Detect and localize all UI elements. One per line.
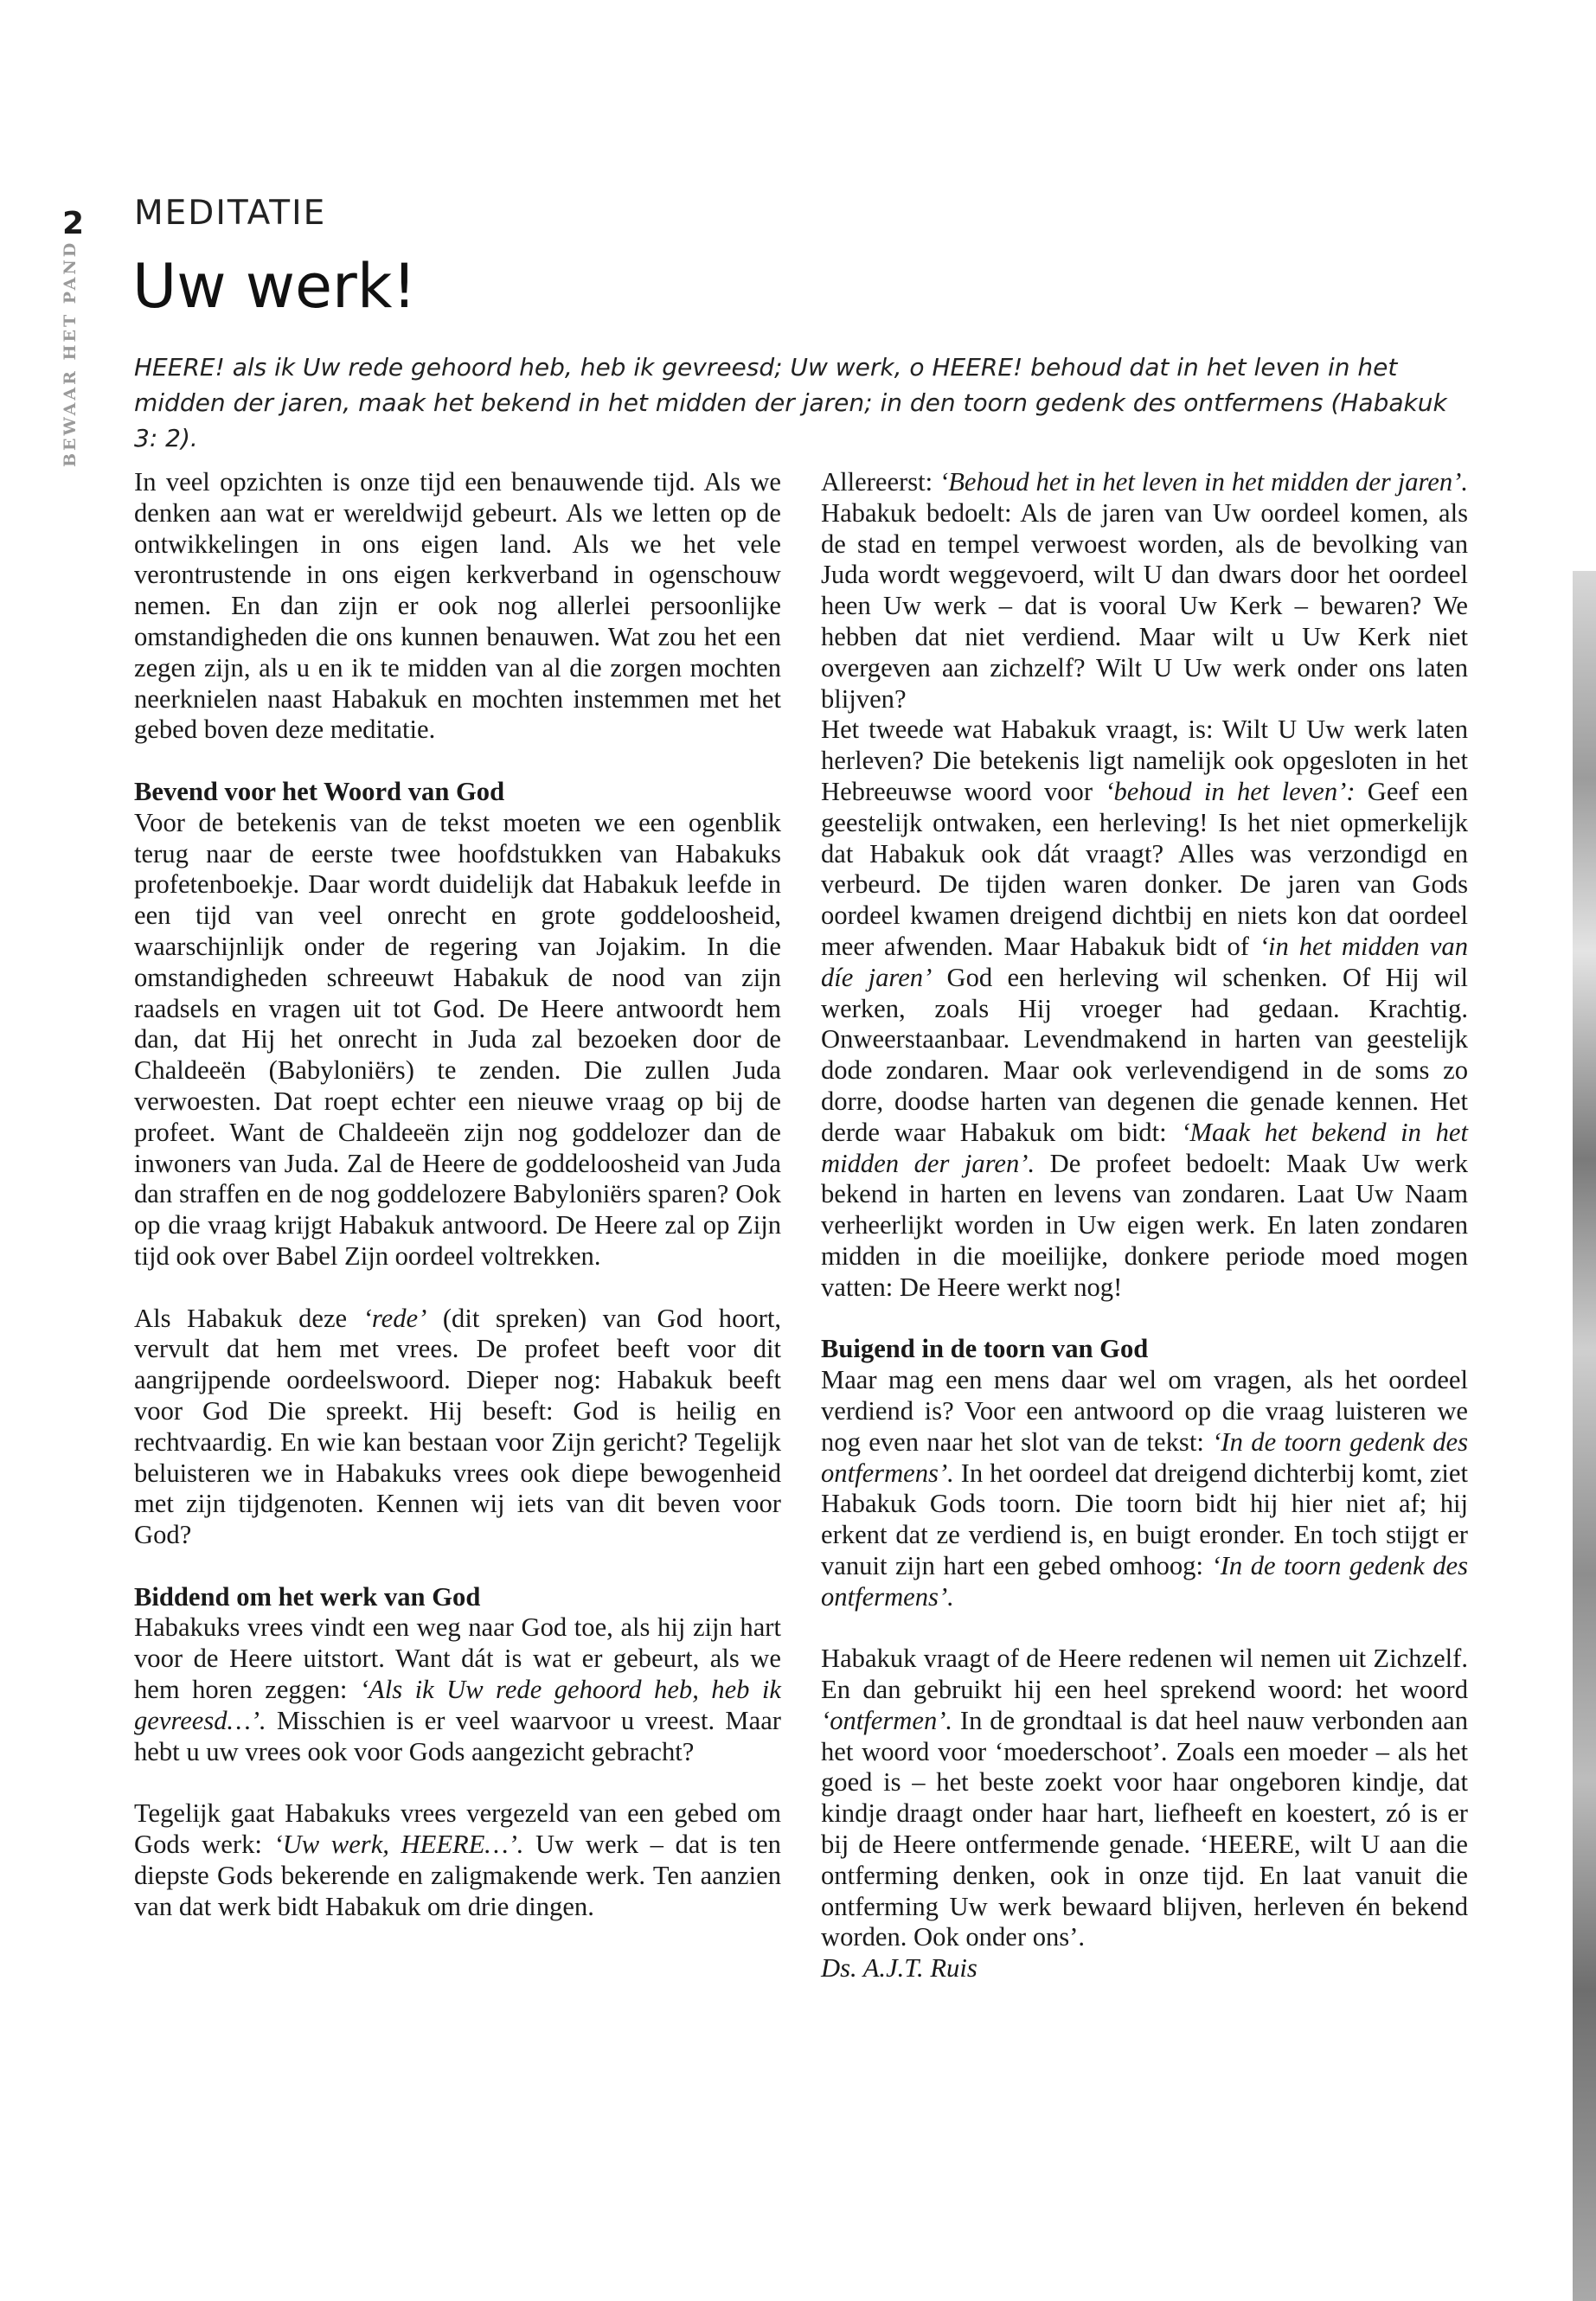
left-column (134, 467, 781, 1922)
photo-edge-image (1573, 571, 1596, 2301)
subheading-buigend: Buigend in de toorn van God (821, 1334, 1149, 1364)
paragraph: Voor de betekenis van de tekst moeten we een ogenblik terug naar de eerste twee hoofdstukken van Habakuks profetenboekje. Daar wordt duidelijk dat Habakuk leefde in een tijd van veel onrecht en grote goddeloosheid, waarschijnlijk onder de regering van Jojakim. In die omstandigheden schreeuwt Habakuk de nood van zijn raadsels en vragen uit tot God. De Heere antwoordt hem dan, dat Hij het onrecht in Juda zal bezoeken door de Chaldeeën (Babyloniërs) te zenden. Die zullen Juda verwoesten. Dat roept echter een nieuwe vraag op bij de profeet. Want de Chaldeeën zijn nog goddelozer dan de inwoners van Juda. Zal de Heere de goddeloosheid van Juda dan straffen en de nog goddelozere Babyloniërs sparen? Ook op die vraag krijgt Habakuk antwoord. De Heere zal op Zijn tijd ook over Babel Zijn oordeel voltrekken. (134, 807, 781, 1271)
article-title: Uw werk! (132, 251, 417, 322)
page-number: 2 (62, 206, 85, 241)
author-signature: Ds. A.J.T. Ruis (821, 1953, 977, 1984)
paragraph: Tegelijk gaat Habakuks vrees vergezeld van een gebed om Gods werk: ‘Uw werk, HEERE…’. Uw werk – dat is ten diepste Gods bekerende en zaligmakende werk. Ten aanzien van dat werk bidt Habakuk om drie dingen. (134, 1798, 781, 1921)
paragraph: Als Habakuk deze ‘rede’ (dit spreken) van God hoort, vervult dat hem met vrees. De profeet beeft voor dit aangrijpende oordeelswoord. Dieper nog: Habakuk beeft voor God Die spreekt. Hij beseft: God is heilig en rechtvaardig. En wie kan bestaan voor Zijn gericht? Tegelijk beluisteren we in Habakuks vrees ook diepe bewogenheid met zijn tijdgenoten. Kennen wij iets van dit beven voor God? (134, 1303, 781, 1550)
right-column (821, 467, 1468, 1984)
paragraph: Habakuks vrees vindt een weg naar God toe, als hij zijn hart voor de Heere uitstort. Want dát is wat er gebeurt, als we hem horen zeggen: ‘Als ik Uw rede gehoord heb, heb ik gevreesd…’. Misschien is er veel waarvoor u vreest. Maar hebt u uw vrees ook voor Gods aangezicht gebracht? (134, 1612, 782, 1766)
paragraph: Allereerst: ‘Behoud het in het leven in het midden der jaren’. Habakuk bedoelt: Als de jaren van Uw oordeel komen, als de stad en tempel verwoest worden, als de bevolking van Juda wordt weggevoerd, wilt U dan dwars door het oordeel heen Uw werk – dat is vooral Uw Kerk – bewaren? We hebben dat niet verdiend. Maar wilt u Uw Kerk niet overgeven aan zichzelf? Wilt U Uw werk onder ons laten blijven? (821, 467, 1468, 714)
running-head: BEWAAR HET PAND (61, 240, 80, 467)
paragraph: Het tweede wat Habakuk vraagt, is: Wilt U Uw werk laten herleven? Die betekenis ligt namelijk ook opgesloten in het Hebreeuwse woord voor ‘behoud in het leven’: Geef een geestelijk ontwaken, een herleving! Is het niet opmerkelijk dat Habakuk ook dát vraagt? Alles was verzondigd en verbeurd. De tijden waren donker. De jaren van Gods oordeel kwamen dreigend dichtbij en niets kon dat oordeel meer afwenden. Maar Habakuk bidt of ‘in het midden van díe jaren’ God een herleving wil schenken. Of Hij wil werken, zoals Hij vroeger had gedaan. Krachtig. Onweerstaanbaar. Levendmakend in harten van geestelijk dode zondaren. Maar ook verlevendigend in de soms zo dorre, doodse harten van degenen die genade kennen. Het derde waar Habakuk om bidt: ‘Maak het bekend in het midden der jaren’. De profeet bedoelt: Maak Uw werk bekend in harten en levens van zondaren. Laat Uw Naam verheerlijkt worden in Uw eigen werk. En laten zondaren midden in die moeilijke, donkere periode moed mogen vatten: De Heere werkt nog! (821, 715, 1469, 1302)
intro-paragraph: In veel opzichten is onze tijd een benauwende tijd. Als we denken aan wat er wereldwijd gebeurt. Als we letten op de ontwikkelingen in ons eigen land. Als we het vele verontrustende in ons eigen kerkverband in ogenschouw nemen. En dan zijn er ook nog allerlei persoonlijke omstandigheden die ons kunnen benauwen. Wat zou het een zegen zijn, als u en ik te midden van al die zorgen mochten neerknielen naast Habakuk en mochten instemmen met het gebed boven deze meditatie. (134, 467, 781, 745)
subheading-biddend: Biddend om het werk van God (134, 1581, 481, 1612)
section-label: MEDITATIE (134, 194, 327, 233)
paragraph: Maar mag een mens daar wel om vragen, als het oordeel verdiend is? Voor een antwoord op die vraag luisteren we nog even naar het slot van de tekst: ‘In de toorn gedenk des ontfermens’. In het oordeel dat dreigend dichterbij komt, ziet Habakuk Gods toorn. Die toorn bidt hij hier niet af; hij erkent dat ze verdiend is, en buigt eronder. En toch stijgt er vanuit zijn hart een gebed omhoog: ‘In de toorn gedenk des ontfermens’. (821, 1365, 1468, 1612)
paragraph: Habakuk vraagt of de Heere redenen wil nemen uit Zichzelf. En dan gebruikt hij een heel sprekend woord: het woord ‘ontfermen’. In de grondtaal is dat heel nauw verbonden aan het woord voor ‘moederschoot’. Zoals een moeder – als het goed is – het beste zoekt voor haar ongeboren kindje, dat kindje draagt onder haar hart, liefheeft en koestert, zó is er bij de Heere ontfermende genade. ‘HEERE, wilt U aan die ontferming denken, ook in onze tijd. En laat vanuit die ontferming Uw werk bewaard blijven, herleven én bekend worden. Ook onder ons’. (821, 1644, 1468, 1952)
subheading-bevend: Bevend voor het Woord van God (134, 776, 505, 806)
bible-verse-motto: HEERE! als ik Uw rede gehoord heb, heb ik gevreesd; Uw werk, o HEERE! behoud dat in het leven in het midden der jaren, maak het bekend in het midden der jaren; in den toorn gedenk des ontfermens (Habakuk 3: 2). (134, 353, 1447, 452)
